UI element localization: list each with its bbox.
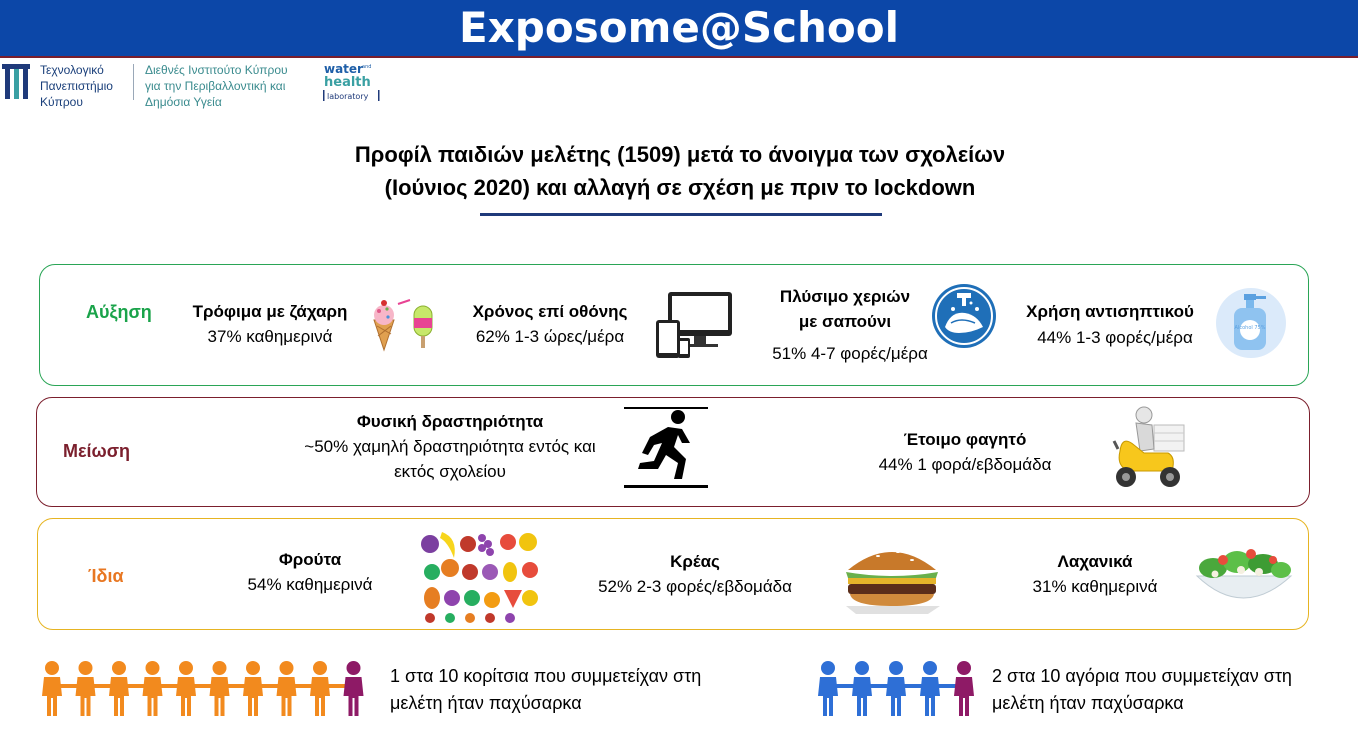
boy-figure — [920, 661, 958, 716]
handwashing-value: 51% 4-7 φορές/μέρα — [772, 344, 928, 363]
sanitizer-bottle-text: Alcohol 75% — [1234, 325, 1266, 331]
boys-statement — [992, 663, 1342, 717]
handwashing-title-2: με σαπούνι — [798, 312, 892, 331]
sanitizer-value: 44% 1-3 φορές/μέρα — [1037, 328, 1193, 347]
handwash-icon — [931, 283, 997, 349]
cyi-logo-text — [145, 62, 315, 110]
same-label: Ίδια — [88, 566, 124, 586]
girl-figure — [243, 661, 281, 716]
burger-icon — [842, 540, 944, 616]
logo-divider — [133, 64, 134, 100]
girl-figure — [109, 661, 147, 716]
sugar-foods-title: Τρόφιμα με ζάχαρη — [192, 302, 348, 321]
girls-figures — [36, 660, 372, 718]
ready-meal-title: Έτοιμο φαγητό — [903, 430, 1027, 449]
girl-figure — [277, 661, 315, 716]
header-title: Exposome@School — [459, 3, 899, 52]
delivery-scooter-icon — [1110, 405, 1188, 497]
cyi-line-1: Διεθνές Ινστιτούτο Κύπρου — [145, 63, 288, 77]
runner-icon — [624, 407, 708, 489]
physical-activity-value-2: εκτός σχολείου — [394, 462, 506, 481]
increase-label: Αύξηση — [86, 302, 152, 322]
salad-icon — [1193, 540, 1295, 612]
girl-figure — [310, 661, 348, 716]
sanitizer-icon — [1214, 288, 1288, 358]
girl-figure — [210, 661, 248, 716]
boy-figure — [886, 661, 924, 716]
tepak-logo-text — [40, 62, 135, 110]
girls-statement — [390, 663, 790, 717]
sugar-foods-value: 37% καθημερινά — [207, 327, 333, 346]
water-health-lab-logo — [322, 60, 384, 104]
handwashing-title-1: Πλύσιμο χεριών — [779, 287, 911, 306]
whl-line-1: water — [324, 62, 363, 76]
tepak-line-3: Κύπρου — [40, 95, 83, 109]
girls-statement-line-1: 1 στα 10 κορίτσια που συμμετείχαν στη — [390, 666, 702, 686]
main-title-line-1: Προφίλ παιδιών μελέτης (1509) μετά το άνοιγμα των σχολείων — [354, 142, 1006, 167]
whl-and: and — [362, 64, 372, 70]
girl-figure — [76, 661, 114, 716]
boys-figures — [812, 660, 982, 718]
meat-title: Κρέας — [670, 552, 720, 571]
girls-statement-line-2: μελέτη ήταν παχύσαρκα — [390, 693, 582, 713]
screen-time-title: Χρόνος επί οθόνης — [472, 302, 628, 321]
whl-line-3: laboratory — [327, 92, 369, 101]
meat-value: 52% 2-3 φορές/εβδομάδα — [598, 577, 792, 596]
main-title-line-2: (Ιούνιος 2020) και αλλαγή σε σχέση με πριν το lockdown — [384, 175, 976, 200]
fruits-title: Φρούτα — [278, 550, 342, 569]
tepak-line-2: Πανεπιστήμιο — [40, 79, 113, 93]
screen-time-value: 62% 1-3 ώρες/μέρα — [475, 327, 625, 346]
boy-figure — [852, 661, 890, 716]
tepak-line-1: Τεχνολογικό — [40, 63, 104, 77]
vegetables-title: Λαχανικά — [1057, 552, 1133, 571]
girl-figure — [143, 661, 181, 716]
physical-activity-value-1: ~50% χαμηλή δραστηριότητα εντός και — [304, 437, 596, 456]
sanitizer-title: Χρήση αντισηπτικού — [1026, 302, 1194, 321]
cyi-line-2: για την Περιβαλλοντική και — [145, 79, 286, 93]
fruits-value: 54% καθημερινά — [247, 575, 373, 594]
girl-figure — [176, 661, 214, 716]
boys-statement-line-2: μελέτη ήταν παχύσαρκα — [992, 693, 1184, 713]
ice-cream-icon — [368, 298, 440, 352]
tepak-logo-icon — [2, 62, 30, 102]
screens-icon — [654, 290, 734, 360]
girl-figure-highlighted — [344, 661, 364, 716]
girl-figure — [42, 661, 80, 716]
vegetables-value: 31% καθημερινά — [1032, 577, 1158, 596]
header-divider — [0, 56, 1358, 58]
boy-figure-highlighted — [954, 661, 974, 716]
decrease-label: Μείωση — [63, 441, 131, 461]
physical-activity-title: Φυσική δραστηριότητα — [356, 412, 544, 431]
title-underline — [480, 213, 882, 216]
cyi-line-3: Δημόσια Υγεία — [145, 95, 222, 109]
boy-figure — [818, 661, 856, 716]
ready-meal-value: 44% 1 φορά/εβδομάδα — [878, 455, 1052, 474]
fruits-icon — [418, 528, 542, 624]
main-title — [250, 138, 1110, 204]
boys-statement-line-1: 2 στα 10 αγόρια που συμμετείχαν στη — [992, 666, 1292, 686]
whl-line-2: health — [324, 75, 371, 90]
